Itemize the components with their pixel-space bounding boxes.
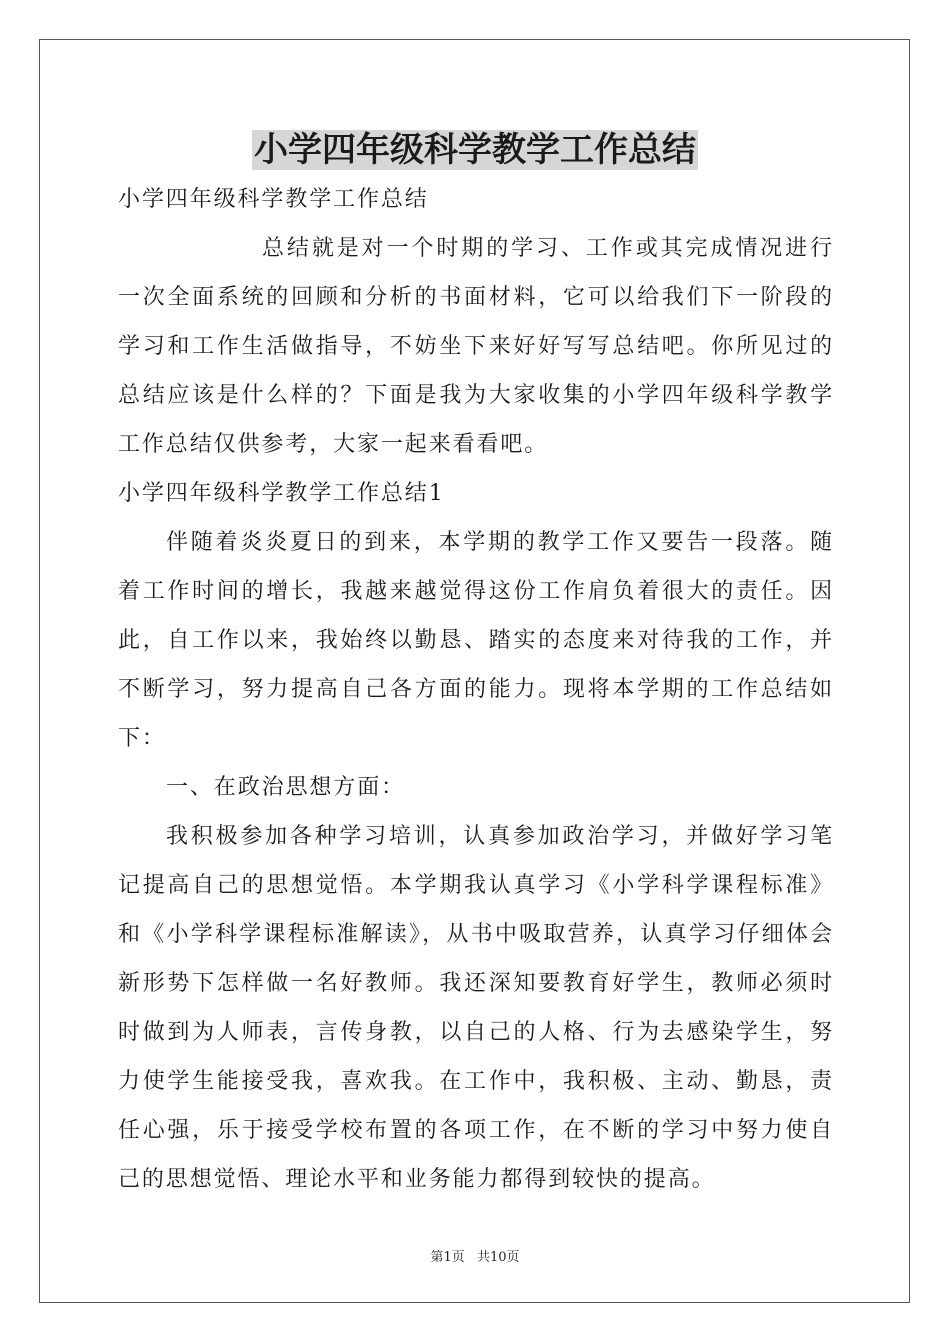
document-title bbox=[0, 122, 950, 178]
paragraph-opening: 伴随着炎炎夏日的到来，本学期的教学工作又要告一段落。随着工作时间的增长，我越来越觉得这份工作肩负着很大的责任。因此，自工作以来，我始终以勤恳、踏实的态度来对待我的工作，并不断学习，努力提高自己各方面的能力。现将本学期的工作总结如下： bbox=[118, 530, 834, 751]
page-total: 共10页 bbox=[476, 1250, 520, 1265]
page-number: 第1页 bbox=[430, 1250, 465, 1265]
document-body bbox=[118, 175, 834, 1204]
paragraph-politics: 我积极参加各种学习培训，认真参加政治学习，并做好学习笔记提高自己的思想觉悟。本学期我认真学习《小学科学课程标准》和《小学科学课程标准解读》，从书中吸取营养，认真学习仔细体会新形势下怎样做一名好教师。我还深知要教育好学生，教师必须时时做到为人师表，言传身教，以自己的人格、行为去感染学生，努力使学生能接受我，喜欢我。在工作中，我积极、主动、勤恳，责任心强，乐于接受学校布置的各项工作，在不断的学习中努力使自己的思想觉悟、理论水平和业务能力都得到较快的提高。 bbox=[118, 824, 834, 1192]
page-footer bbox=[0, 1248, 950, 1268]
heading-politics: 一、在政治思想方面： bbox=[166, 775, 406, 800]
document-title-text: 小学四年级科学教学工作总结 bbox=[254, 130, 696, 170]
intro-paragraph: 总结就是对一个时期的学习、工作或其完成情况进行一次全面系统的回顾和分析的书面材料，它可以给我们下一阶段的学习和工作生活做指导，不妨坐下来好好写写总结吧。你所见过的总结应该是什么样的？下面是我为大家收集的小学四年级科学教学工作总结仅供参考，大家一起来看看吧。 bbox=[118, 236, 834, 457]
document-subtitle: 小学四年级科学教学工作总结 bbox=[118, 187, 429, 212]
section-heading: 小学四年级科学教学工作总结1 bbox=[118, 481, 445, 506]
